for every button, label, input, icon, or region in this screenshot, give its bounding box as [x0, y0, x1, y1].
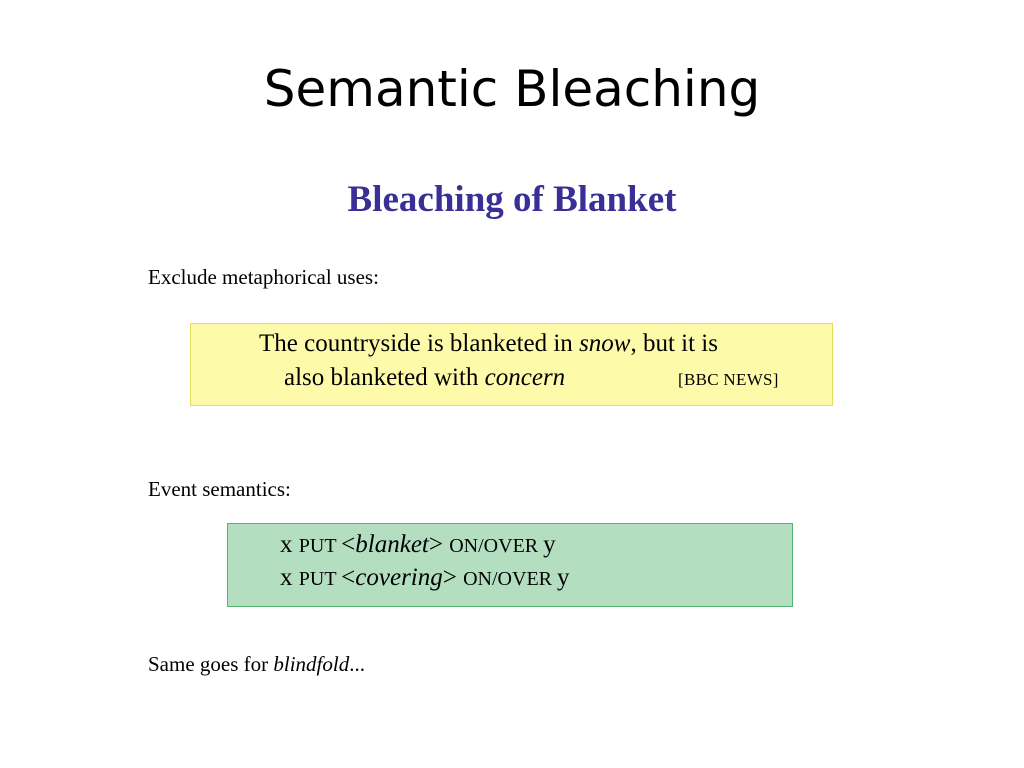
note-text: Same goes for — [148, 652, 274, 676]
event-semantics-label: Event semantics: — [148, 477, 291, 501]
event-line-1 — [280, 530, 556, 560]
event-bracket: > — [428, 531, 450, 558]
metaphorical-uses-label: Exclude metaphorical uses: — [148, 265, 379, 289]
event-prep: ON/OVER — [449, 535, 544, 557]
event-line-2 — [280, 563, 570, 593]
event-var-x: x — [280, 531, 299, 558]
quote-emphasis-concern: concern — [484, 364, 566, 391]
quote-text: The countryside is blanketed in — [259, 330, 580, 357]
event-semantics-box — [227, 523, 793, 607]
event-bracket: > — [442, 564, 464, 591]
event-var-y: y — [557, 564, 570, 591]
event-verb: PUT — [298, 535, 342, 557]
event-var-y: y — [543, 531, 556, 558]
slide-title: Semantic Bleaching — [263, 60, 761, 118]
event-prep: ON/OVER — [463, 568, 557, 590]
event-bracket: < — [341, 531, 356, 558]
event-noun: covering — [355, 564, 443, 591]
quote-text: also blanketed with — [284, 364, 485, 391]
quote-line-2 — [284, 363, 565, 393]
event-noun: blanket — [355, 531, 429, 558]
note-ellipsis: ... — [349, 652, 365, 676]
event-bracket: < — [341, 564, 356, 591]
quote-source: [BBC NEWS] — [678, 370, 779, 389]
quote-emphasis-snow: snow — [579, 330, 631, 357]
event-var-x: x — [280, 564, 299, 591]
event-verb: PUT — [298, 568, 342, 590]
blindfold-note — [148, 652, 365, 677]
slide-subtitle: Bleaching of Blanket — [347, 179, 677, 220]
note-emphasis-blindfold: blindfold — [273, 652, 350, 676]
quote-text: , but it is — [630, 330, 718, 357]
quote-box — [190, 323, 833, 406]
quote-line-1 — [259, 329, 718, 359]
